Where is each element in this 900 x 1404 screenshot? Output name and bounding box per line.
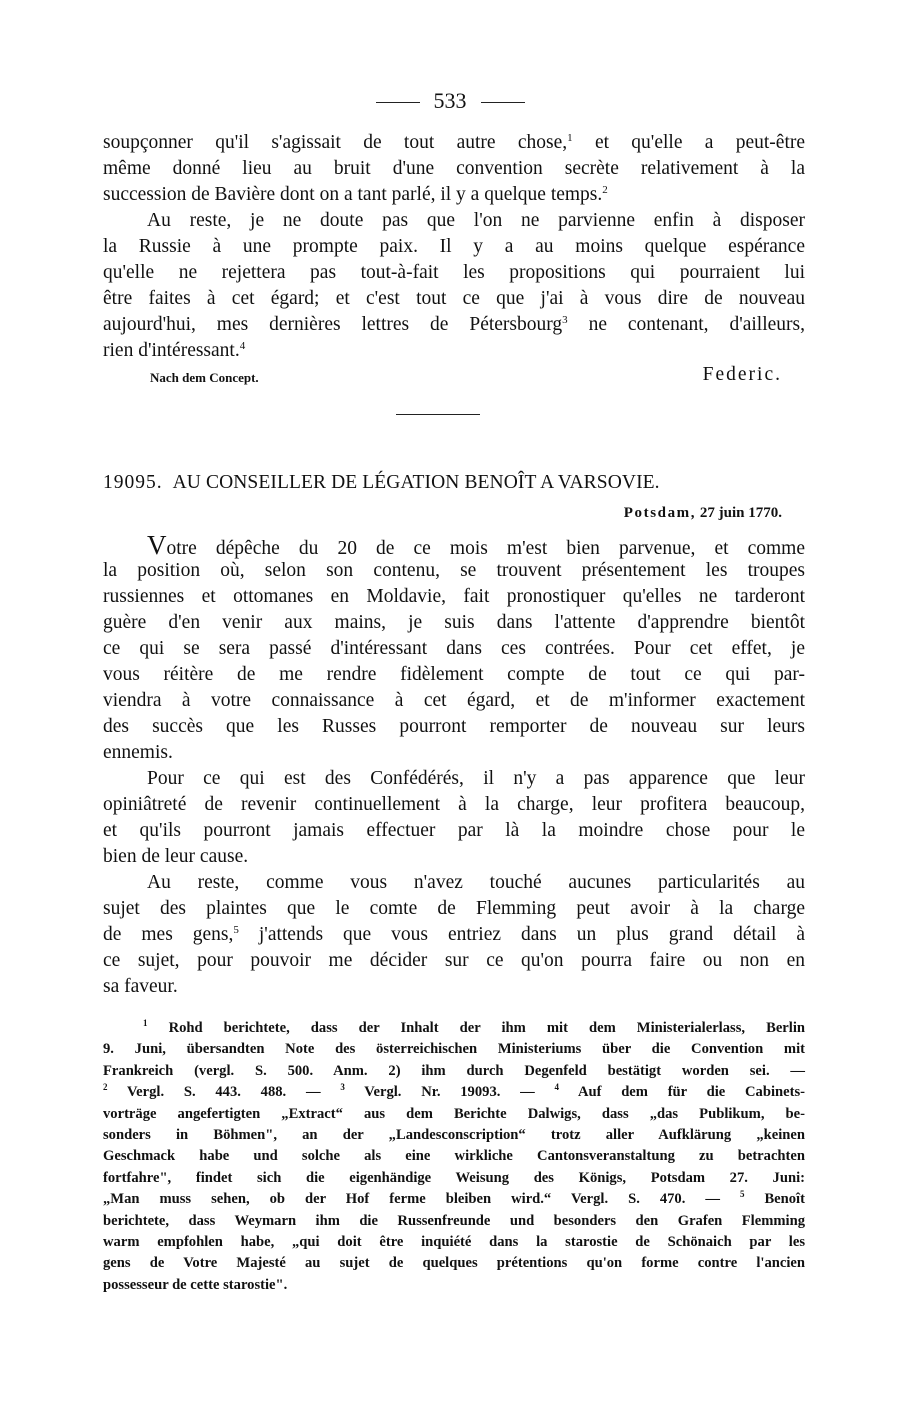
footnote-line: $^2$ Vergl. S. 443. 488. — $^3$ Vergl. Nr. 19093. — $^4$ Auf dem für die Cabinets- <box>103 1082 806 1101</box>
text-line: de mes gens,$^5$ j'attends que vous entriez dans un plus grand détail à <box>103 924 806 945</box>
footnote-line: vorträge angefertigten „Extract“ aus dem Berichte Dalwigs, dass „das Publikum, be- <box>103 1105 805 1122</box>
footnote-line: gens de Votre Majesté au sujet de quelques prétentions qu'on forme contre l'ancien <box>103 1255 805 1272</box>
text-line: bien de leur cause. <box>103 846 249 867</box>
date: 27 juin 1770. <box>699 505 782 521</box>
footnote-line: „Man muss sehen, ob der Hof ferme bleiben wird.“ Vergl. S. 470. — $^5$ Benoît <box>103 1189 805 1208</box>
text-line: rien d'intéressant.$^4$ <box>103 340 246 361</box>
footnote-line: possesseur de cette starostie". <box>103 1276 288 1293</box>
text-line: Au reste, je ne doute pas que l'on ne parvienne enfin à disposer <box>147 210 805 231</box>
text-line: guère d'en venir aux mains, je suis dans l'attente d'apprendre bientôt <box>103 612 805 633</box>
source-note: Nach dem Concept. <box>150 370 259 385</box>
text-line: sa faveur. <box>103 976 178 997</box>
page-header <box>0 86 900 116</box>
text-line: aujourd'hui, mes dernières lettres de Pétersbourg$^3$ ne contenant, d'ailleurs, <box>103 314 805 335</box>
footnote-line: berichtete, dass Weymarn ihm die Russenfreunde und besonders den Grafen Flemming <box>103 1212 805 1229</box>
text-line: succession de Bavière dont on a tant parlé, il y a quelque temps.$^2$ <box>103 184 608 205</box>
footnote-line: Frankreich (vergl. S. 500. Anm. 2) ihm durch Degenfeld bestätigt worden sei. — <box>103 1062 805 1079</box>
text-line: ce qui se sera passé d'intéressant dans ces contrées. Pour cet effet, je <box>103 638 805 659</box>
signature: Federic. <box>702 364 782 385</box>
document-title: AU CONSEILLER DE LÉGATION BENOÎT A VARSOVIE. <box>172 472 660 493</box>
section-divider <box>396 414 480 415</box>
text-line: russiennes et ottomanes en Moldavie, fait pronostiquer qu'elles ne tarderont <box>103 586 805 607</box>
footnote-line: sonders in Böhmen", an der „Landesconscription“ trotz aller Aufklärung „keinen <box>103 1126 805 1143</box>
place-date <box>624 502 782 524</box>
text-line: la position où, selon son contenu, se trouvent présentement les troupes <box>103 560 805 581</box>
document-heading <box>103 469 805 497</box>
letter-body <box>103 532 805 1000</box>
text-line: ce sujet, pour pouvoir me décider sur ce qu'on pourra faire ou non en <box>103 950 805 971</box>
text-line: viendra à votre connaissance à cet égard, et de m'informer exactement <box>103 690 805 711</box>
text-line: et qu'ils pourront jamais effectuer par là la moindre chose pour le <box>103 820 805 841</box>
footnote-line: $^1$ Rohd berichtete, dass der Inhalt der ihm mit dem Ministerialerlass, Berlin <box>143 1018 805 1036</box>
letter-signoff <box>150 364 782 390</box>
text-line: sujet des plaintes que le comte de Flemming peut avoir à la charge <box>103 898 805 919</box>
place: Potsdam, <box>623 505 697 521</box>
document-number: 19095. <box>103 472 163 493</box>
text-line: Votre dépêche du 20 de ce mois m'est bien parvenue, et comme <box>147 530 805 560</box>
text-line: soupçonner qu'il s'agissait de tout autre chose,$^1$ et qu'elle a peut-être <box>103 132 806 153</box>
text-line: Pour ce qui est des Confédérés, il n'y a pas apparence que leur <box>147 768 805 789</box>
text-line: être faites à cet égard; et c'est tout ce que j'ai à vous dire de nouveau <box>103 288 805 309</box>
header-dash-right <box>481 102 525 103</box>
text-line: Au reste, comme vous n'avez touché aucunes particularités au <box>147 872 805 893</box>
footnote-mark: 2 <box>602 184 608 196</box>
text-line: ennemis. <box>103 742 173 763</box>
drop-cap: V <box>147 530 167 560</box>
footnote-line: Geschmack habe und solche als eine wirkliche Cantonsveranstaltung zu betrachten <box>103 1148 805 1165</box>
footnote-mark: 4 <box>239 340 246 352</box>
footnotes <box>103 1018 805 1296</box>
text-line: même donné lieu au bruit d'une convention secrète relativement à la <box>103 158 805 179</box>
footnote-line: warm empfohlen habe, „qui doit être inquiété dans la starostie de Schönaich par les <box>103 1233 805 1250</box>
footnote-line: 9. Juni, übersandten Note des österreichischen Ministeriums über die Convention mit <box>103 1041 805 1058</box>
previous-letter-text <box>103 130 805 364</box>
text-line: opiniâtreté de revenir continuellement à la charge, leur profitera beaucoup, <box>103 794 805 815</box>
footnote-mark: 5 <box>233 924 239 936</box>
footnote-line: fortfahre", findet sich die eigenhändige Weisung des Königs, Potsdam 27. Juni: <box>103 1169 805 1186</box>
page-number: 533 <box>433 88 467 113</box>
footnote-mark: 3 <box>562 314 568 326</box>
footnote-mark: 1 <box>567 132 573 144</box>
header-dash-left <box>376 102 420 103</box>
text-line: qu'elle ne rejettera pas tout-à-fait les propositions qui pourraient lui <box>103 262 805 283</box>
text-line: la Russie à une prompte paix. Il y a au moins quelque espérance <box>103 236 805 257</box>
text-line: vous réitère de me rendre fidèlement compte de tout ce qui par- <box>103 664 805 685</box>
text-line: des succès que les Russes pourront remporter de nouveau sur leurs <box>103 716 805 737</box>
